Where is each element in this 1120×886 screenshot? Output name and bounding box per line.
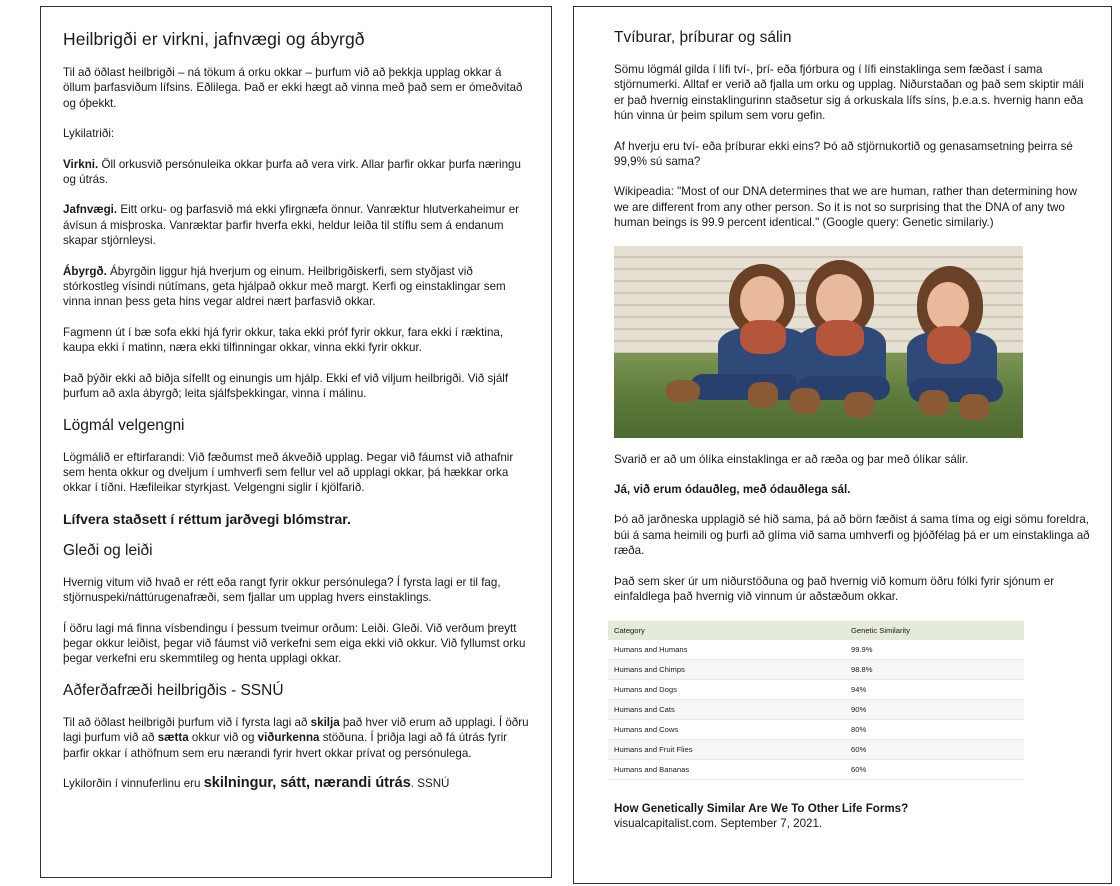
table-cell: Humans and Humans [608, 640, 845, 660]
adferd-text: okkur við og [188, 731, 258, 745]
twins-paragraph-1: Sömu lögmál gilda í lífi tví-, þrí- eða fjórbura og í lífi einstaklinga sem fæðast í sama stjörnumerki. Alltaf er verið að fjalla um orku og upplag. Niðurstaðan og það sem skiptir máli er það hvernig einstaklingurinn staðsetur sig á orkuskala lífs síns, þ.e.a.s. hvernig hann eða hún vinna úr þeim spilum sem voru gefin. [614, 63, 1084, 123]
table-header-row [608, 621, 1024, 640]
table-cell: 98.8% [845, 659, 1024, 679]
right-page-title: Tvíburar, þríburar og sálin [614, 29, 792, 46]
table-cell: Humans and Fruit Flies [608, 739, 845, 759]
adferd-paragraph [63, 715, 531, 761]
table-row [608, 759, 1024, 779]
twins-paragraph-4: Þó að jarðneska upplagið sé hið sama, þá að börn fæðist á sama tíma og eigi sömu foreldra, búi á sama heimili og þurfi að glíma við sama umhverfi og þjóðfélag þá er um einstaklinga að ræða. [614, 513, 1090, 558]
right-page [573, 6, 1112, 884]
point-text: Ábyrgðin liggur hjá hverjum og einum. Heilbrigðiskerfi, sem styðjast við stórkostleg vísindi nútímans, geta hjálpað okkur með margt. Kerfi og einstaklingar sem vinna innan þess geta hins vegar aldrei nært þarfasvið okkar. [63, 264, 506, 309]
table-cell: 60% [845, 739, 1024, 759]
point-text: Eitt orku- og þarfasvið má ekki yfirgnæfa önnur. Vanræktur hlutverkaheimur er ávísun á misþroska. Vanræktar þarfir hverfa ekki, heldur leiða til stíflu sem á endanum skapar stjórnleysi. [63, 203, 519, 248]
table-cell: 80% [845, 719, 1024, 739]
wikipedia-quote: Wikipeadia: "Most of our DNA determines that we are human, rather than determining how we are different from any other person. So it is not so surprising that the DNA of any two human beings is 99.9 percent identical." (Google query: Genetic similariy.) [614, 185, 1077, 230]
table-cell: Humans and Cows [608, 719, 845, 739]
table-cell: 60% [845, 759, 1024, 779]
table-cell: Humans and Cats [608, 699, 845, 719]
table-cell: Humans and Dogs [608, 679, 845, 699]
keywords-prefix: Lykilorðin í vinnuferlinu eru [63, 776, 204, 790]
left-page-title: Heilbrigði er virkni, jafnvægi og ábyrgð [63, 29, 365, 49]
point-term: Jafnvægi. [63, 203, 118, 217]
immortal-bold: Já, við erum ódauðleg, með ódauðlega sál. [614, 483, 851, 497]
point-abyrgd [63, 264, 531, 310]
point-jafnvaegi [63, 202, 531, 248]
adferd-bold: viðurkenna [257, 731, 320, 745]
adferd-bold: sætta [157, 731, 189, 745]
bold-statement: Lífvera staðsett í réttum jarðvegi blómstrar. [63, 510, 351, 527]
heading-gledi: Gleði og leiði [63, 541, 153, 559]
point-term: Virkni. [63, 157, 99, 171]
table-header: Genetic Similarity [845, 621, 1024, 640]
table-row [608, 699, 1024, 719]
table-cell: Humans and Bananas [608, 759, 845, 779]
gledi-paragraph-2: Í öðru lagi má finna vísbendingu í þessum tveimur orðum: Leiði. Gleði. Við verðum þreytt þegar okkur leiðist, þegar við fáumst við verkefni sem eiga ekki við okkur. Við fyllumst orku þegar verkefni eru skemmtileg og henta upplagi okkar. [63, 621, 526, 666]
key-points-label: Lykilatriði: [63, 127, 115, 141]
source-title: How Genetically Similar Are We To Other Life Forms? [614, 801, 909, 815]
keywords-suffix: . SSNÚ [410, 776, 450, 790]
keywords-bold: skilningur, sátt, nærandi útrás [203, 774, 411, 791]
gledi-paragraph-1: Hvernig vitum við hvað er rétt eða rangt fyrir okkur persónulega? Í fyrsta lagi er til fag, stjörnuspeki/náttúrugenafræði, sem fjallar um upplag hvers einstaklings. [63, 575, 501, 605]
table-cell: 99.9% [845, 640, 1024, 660]
adferd-text: það hver við erum að upplagi. Í öðru lagi þurfum við að [63, 715, 529, 745]
twins-paragraph-3: Svarið er að um ólíka einstaklinga er að ræða og þar með ólíkar sálir. [614, 452, 969, 466]
adferd-text: stöðuna. Í þriðja lagi að fá útrás fyrir þarfir okkar í athöfnum sem eru nærandi fyrir hvert okkar prívat og persónulega. [63, 731, 508, 760]
point-text: Öll orkusvið persónuleika okkar þurfa að vera virk. Allar þarfir okkar þurfa næringu og útrás. [63, 157, 521, 187]
twins-paragraph-2: Af hverju eru tví- eða þríburar ekki eins? Þó að stjörnukortið og genasamsetning þeirra sé 99,9% sú sama? [614, 139, 1073, 169]
table-cell: 90% [845, 699, 1024, 719]
table-row [608, 640, 1024, 660]
source-citation: visualcapitalist.com. September 7, 2021. [614, 816, 823, 830]
logmal-paragraph: Lögmálið er eftirfarandi: Við fæðumst með ákveðið upplag. Þegar við fáumst við athafnir sem henta okkur og dveljum í umhverfi sem fellur vel að upplagi okkar, þá hækkar orka okkar í tíðni. Hæfileikar styrkjast. Velgengni siglir í kjölfarið. [63, 450, 514, 495]
heading-logmal: Lögmál velgengni [63, 416, 185, 434]
fagmenn-paragraph: Fagmenn út í bæ sofa ekki hjá fyrir okkur, taka ekki próf fyrir okkur, fara ekki í ræktina, kaupa ekki í matinn, næra ekki tilfinningar okkar, vinna ekki fyrir okkur. [63, 325, 504, 355]
point-term: Ábyrgð. [63, 264, 107, 278]
table-row [608, 679, 1024, 699]
twins-paragraph-5: Það sem sker úr um niðurstöðuna og það hvernig við komum öðru fólki fyrir sjónum er einfaldlega það hvernig við vinnum úr aðstæðum okkar. [614, 574, 1055, 604]
point-virkni [63, 157, 531, 188]
genetic-similarity-table [608, 621, 1024, 780]
table-cell: 94% [845, 679, 1024, 699]
table-row [608, 739, 1024, 759]
table-row [608, 719, 1024, 739]
hjalp-paragraph: Það þýðir ekki að biðja sífellt og einungis um hjálp. Ekki ef við viljum heilbrigði. Við sjálf þurfum að axla ábyrgð; leita sjálfsþekkingar, vinna í málinu. [63, 371, 509, 401]
left-page [40, 6, 552, 878]
table-header: Category [608, 621, 845, 640]
adferd-bold: skilja [310, 715, 340, 729]
table-cell: Humans and Chimps [608, 659, 845, 679]
keywords-paragraph [63, 776, 531, 791]
intro-paragraph: Til að öðlast heilbrigði – ná tökum á orku okkar – þurfum við að þekkja upplag okkar á öllum þarfasviðum lífsins. Eðlilega. Það er ekki hægt að vinna með það sem er ómeðvitað og óþekkt. [63, 66, 523, 110]
triplets-photo [614, 246, 1023, 438]
table-row [608, 659, 1024, 679]
immortal-statement [614, 482, 1091, 497]
adferd-text: Til að öðlast heilbrigði þurfum við í fyrsta lagi að [63, 715, 311, 729]
heading-adferd: Aðferðafræði heilbrigðis - SSNÚ [63, 681, 284, 699]
